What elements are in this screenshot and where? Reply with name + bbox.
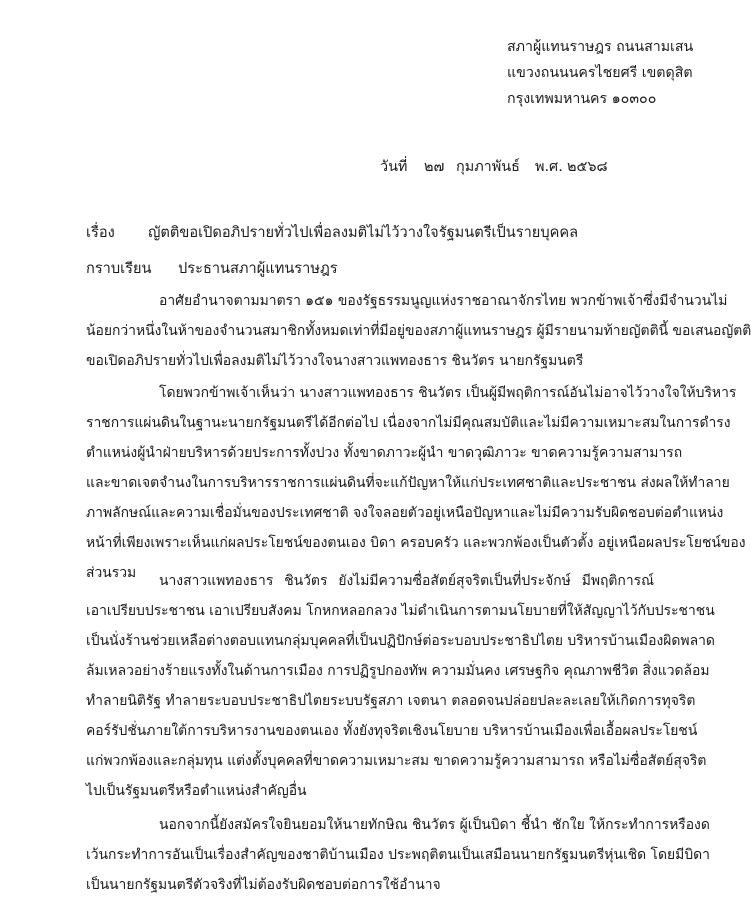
sender-address (507, 34, 693, 112)
text-line: คอร์รัปชั่นภายใต้การบริหารงานของตนเอง ทั้งยังทุจริตเชิงนโยบาย บริหารบ้านเมืองเพื่อเอื้อผลประโยชน์ (86, 723, 698, 739)
text-line: ส่วนรวม (86, 565, 137, 581)
text-line: และขาดเจตจำนงในการบริหารราชการแผ่นดินที่จะแก้ปัญหาให้แก่ประเทศชาติและประชาชน ส่งผลให้ทำลาย (86, 475, 730, 491)
subject-line (86, 221, 578, 244)
text-line: เป็นนายกรัฐมนตรีตัวจริงที่ไม่ต้องรับผิดชอบต่อการใช้อำนาจ (86, 877, 441, 893)
text-line: นางสาวแพทองธาร ชินวัตร ยังไม่มีความซื่อสัตย์สุจริตเป็นที่ประจักษ์ มีพฤติการณ์ (159, 573, 654, 589)
paragraph-2 (86, 378, 746, 588)
subject-label: เรื่อง (86, 224, 115, 241)
text-line: ภาพลักษณ์และความเชื่อมั่นของประเทศชาติ จงใจลอยตัวอยู่เหนือปัญหาและไม่มีความรับผิดชอบต่อตำแหน่ง (86, 505, 724, 521)
text-line: ราชการแผ่นดินในฐานะนายกรัฐมนตรีได้อีกต่อไป เนื่องจากไม่มีคุณสมบัติและไม่มีความเหมาะสมในการดำรง (86, 415, 731, 431)
paragraph-4 (86, 810, 710, 900)
date-era: พ.ศ. (535, 159, 563, 175)
text-line: เว้นกระทำการอันเป็นเรื่องสำคัญของชาติบ้านเมือง ประพฤติตนเป็นเสมือนนายกรัฐมนตรีหุ่นเชิด โดยมีบิดา (86, 847, 710, 863)
recipient-label: กราบเรียน (86, 260, 152, 277)
date-year: ๒๕๖๘ (567, 159, 608, 175)
paragraph-3 (86, 566, 715, 806)
text-line: ทำลายนิติรัฐ ทำลายระบอบประชาธิปไตยระบบรัฐสภา เจตนา ตลอดจนปล่อยปละละเลยให้เกิดการทุจริต (86, 693, 696, 709)
date-month: กุมภาพันธ์ (456, 159, 520, 175)
address-line-1: สภาผู้แทนราษฎร ถนนสามเสน (507, 39, 694, 55)
text-line: เอาเปรียบประชาชน เอาเปรียบสังคม โกหกหลอกลวง ไม่ดำเนินการตามนโยบายที่ให้สัญญาไว้กับประชาชน (86, 603, 715, 619)
text-line: ไปเป็นรัฐมนตรีหรือตำแหน่งสำคัญอื่น (86, 783, 307, 799)
address-line-3: กรุงเทพมหานคร ๑๐๓๐๐ (507, 91, 657, 107)
text-line: น้อยกว่าหนึ่งในห้าของจำนวนสมาชิกทั้งหมดเท่าที่มีอยู่ของสภาผู้แทนราษฎร ผู้มีรายนามท้ายญัตตินี้ ขอเสนอญัตติ (86, 323, 751, 339)
text-line: แก่พวกพ้องและกลุ่มทุน แต่งตั้งบุคคลที่ขาดความเหมาะสม ขาดความรู้ความสามารถ หรือไม่ซื่อสัตย์สุจริต (86, 753, 707, 769)
recipient-text: ประธานสภาผู้แทนราษฎร (178, 260, 338, 277)
text-line: เป็นนั่งร้านช่วยเหลือต่างตอบแทนกลุ่มบุคคลที่เป็นปฏิปักษ์ต่อระบอบประชาธิปไตย บริหารบ้านเมืองผิดพลาด (86, 633, 715, 649)
date-day: ๒๗ (424, 159, 445, 175)
address-line-2: แขวงถนนนครไชยศรี เขตดุสิต (507, 65, 693, 81)
letter-date (380, 155, 608, 178)
date-label: วันที่ (380, 159, 408, 175)
text-line: นอกจากนี้ยังสมัครใจยินยอมให้นายทักษิณ ชินวัตร ผู้เป็นบิดา ชี้นำ ชักใย ให้กระทำการหรืองด (159, 817, 710, 833)
text-line: อาศัยอำนาจตามมาตรา ๑๕๑ ของรัฐธรรมนูญแห่งราชอาณาจักรไทย พวกข้าพเจ้าซึ่งมีจำนวนไม่ (159, 293, 728, 309)
text-line: หน้าที่เพียงเพราะเห็นแก่ผลประโยชน์ของตนเอง บิดา ครอบครัว และพวกพ้องเป็นตัวตั้ง อยู่เหนือผลประโยชน์ของ (86, 535, 746, 551)
text-line: โดยพวกข้าพเจ้าเห็นว่า นางสาวแพทองธาร ชินวัตร เป็นผู้มีพฤติการณ์อันไม่อาจไว้วางใจให้บริหาร (159, 385, 737, 401)
recipient-line (86, 257, 338, 280)
paragraph-1 (86, 286, 751, 376)
text-line: ล้มเหลวอย่างร้ายแรงทั้งในด้านการเมือง การปฏิรูปกองทัพ ความมั่นคง เศรษฐกิจ คุณภาพชีวิต สิ่งแวดล้อม (86, 663, 710, 679)
text-line: ตำแหน่งผู้นำฝ่ายบริหารด้วยประการทั้งปวง ทั้งขาดภาวะผู้นำ ขาดวุฒิภาวะ ขาดความรู้ความสามารถ (86, 445, 683, 461)
subject-text: ญัตติขอเปิดอภิปรายทั่วไปเพื่อลงมติไม่ไว้วางใจรัฐมนตรีเป็นรายบุคคล (148, 224, 579, 241)
text-line: ขอเปิดอภิปรายทั่วไปเพื่อลงมติไม่ไว้วางใจนางสาวแพทองธาร ชินวัตร นายกรัฐมนตรี (86, 353, 584, 369)
